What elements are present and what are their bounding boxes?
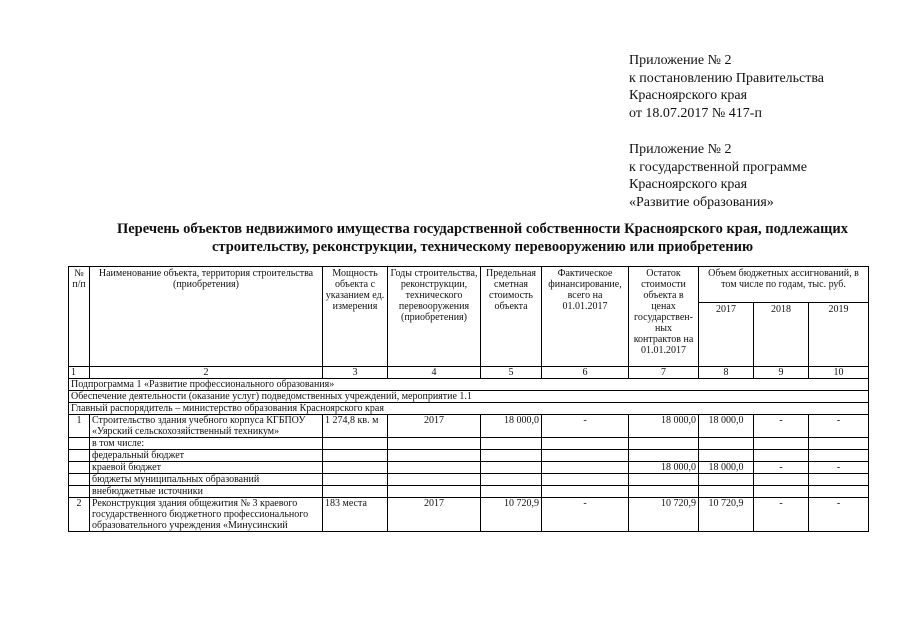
table-row [69, 450, 869, 462]
empty-cell [323, 438, 388, 450]
empty-cell [629, 450, 699, 462]
header-2018: 2018 [754, 303, 809, 367]
regional-2018: - [754, 462, 809, 474]
object-name: Строительство здания учебного корпуса КГБПОУ «Уярский сельскохозяйственный техникум» [90, 415, 323, 438]
empty-cell [809, 486, 869, 498]
empty-cell [69, 438, 90, 450]
header-remaining: Остаток стоимости объекта в ценах государствен-ных контрактов на 01.01.2017 [629, 267, 699, 367]
empty-cell [69, 450, 90, 462]
section-row [69, 379, 869, 391]
empty-cell [809, 450, 869, 462]
empty-cell [69, 474, 90, 486]
empty-cell [629, 474, 699, 486]
empty-cell [481, 474, 542, 486]
empty-cell [69, 486, 90, 498]
appendix-line: «Развитие образования» [629, 194, 774, 210]
empty-cell [542, 486, 629, 498]
empty-cell [699, 450, 754, 462]
object-num: 1 [69, 415, 90, 438]
appendix-line: к государственной программе [629, 159, 807, 175]
empty-cell [323, 450, 388, 462]
object-2019: - [809, 415, 869, 438]
title-line: Перечень объектов недвижимого имущества государственной собственности Красноярского края, подлежащих [116, 221, 849, 237]
empty-cell [323, 474, 388, 486]
empty-cell [754, 486, 809, 498]
empty-cell [809, 474, 869, 486]
empty-cell [481, 438, 542, 450]
appendix-header-program [629, 141, 807, 211]
table-row [69, 498, 869, 532]
col-number: 3 [323, 367, 388, 379]
empty-cell [542, 438, 629, 450]
appendix-line: Красноярского края [629, 177, 748, 192]
empty-cell [388, 450, 481, 462]
object-financed: - [542, 498, 629, 532]
empty-cell [699, 438, 754, 450]
empty-cell [323, 462, 388, 474]
empty-cell [542, 450, 629, 462]
header-name: Наименование объекта, территория строительства (приобретения) [90, 267, 323, 367]
title-line: строительству, реконструкции, техническому перевооружению или приобретению [211, 239, 754, 255]
header-row [69, 267, 869, 303]
col-number: 5 [481, 367, 542, 379]
empty-cell [754, 450, 809, 462]
column-numbers-row [69, 367, 869, 379]
breakdown-regional: краевой бюджет [90, 462, 323, 474]
subprogram-label: Подпрограмма 1 «Развитие профессионального образования» [69, 379, 869, 391]
empty-cell [699, 486, 754, 498]
object-estimate: 18 000,0 [481, 415, 542, 438]
regional-2017: 18 000,0 [699, 462, 754, 474]
regional-remaining: 18 000,0 [629, 462, 699, 474]
empty-cell [388, 438, 481, 450]
object-years: 2017 [388, 498, 481, 532]
breakdown-including: в том числе: [90, 438, 323, 450]
object-financed: - [542, 415, 629, 438]
object-capacity: 1 274,8 кв. м [323, 415, 388, 438]
header-years: Годы строительства, реконструкции, технического перевооружения (приобретения) [388, 267, 481, 367]
col-number: 4 [388, 367, 481, 379]
table-row [69, 486, 869, 498]
col-number: 7 [629, 367, 699, 379]
col-number: 8 [699, 367, 754, 379]
col-number: 6 [542, 367, 629, 379]
empty-cell [699, 474, 754, 486]
table-row [69, 462, 869, 474]
breakdown-offbudget: внебюджетные источники [90, 486, 323, 498]
manager-label: Главный распорядитель – министерство образования Красноярского края [69, 403, 869, 415]
breakdown-federal: федеральный бюджет [90, 450, 323, 462]
empty-cell [323, 486, 388, 498]
empty-cell [542, 474, 629, 486]
empty-cell [481, 450, 542, 462]
document-title [60, 220, 905, 256]
empty-cell [754, 474, 809, 486]
empty-cell [629, 486, 699, 498]
header-budget-group: Объем бюджетных ассигнований, в том числе по годам, тыс. руб. [699, 267, 869, 303]
appendix-line: от 18.07.2017 № 417-п [629, 105, 762, 121]
object-2017: 18 000,0 [699, 415, 754, 438]
header-num: № п/п [69, 267, 90, 367]
header-2017: 2017 [699, 303, 754, 367]
header-estimate: Предельная сметная стоимость объекта [481, 267, 542, 367]
header-capacity: Мощность объекта с указанием ед. измерения [323, 267, 388, 367]
table-row [69, 415, 869, 438]
activity-label: Обеспечение деятельности (оказание услуг) подведомственных учреждений, мероприятие 1.1 [69, 391, 869, 403]
appendix-line: к постановлению Правительства [629, 70, 825, 86]
col-number: 10 [809, 367, 869, 379]
regional-2019: - [809, 462, 869, 474]
empty-cell [542, 462, 629, 474]
object-capacity: 183 места [323, 498, 388, 532]
empty-cell [388, 474, 481, 486]
object-remaining: 10 720,9 [629, 498, 699, 532]
col-number: 9 [754, 367, 809, 379]
header-2019: 2019 [809, 303, 869, 367]
appendix-line: Красноярского края [629, 88, 748, 103]
header-financed: Фактическое финансирование, всего на 01.01.2017 [542, 267, 629, 367]
empty-cell [481, 486, 542, 498]
object-estimate: 10 720,9 [481, 498, 542, 532]
object-2018: - [754, 498, 809, 532]
section-row [69, 391, 869, 403]
table-row [69, 438, 869, 450]
object-remaining: 18 000,0 [629, 415, 699, 438]
breakdown-municipal: бюджеты муниципальных образований [90, 474, 323, 486]
col-number: 1 [69, 367, 90, 379]
object-name: Реконструкция здания общежития № 3 краевого государственного бюджетного профессионального образовательного учреждения «Минусинский [90, 498, 323, 532]
object-2019: - [809, 498, 869, 532]
appendix-line: Приложение № 2 [629, 53, 732, 68]
appendix-line: Приложение № 2 [629, 142, 732, 157]
empty-cell [69, 462, 90, 474]
objects-table [68, 266, 869, 532]
object-years: 2017 [388, 415, 481, 438]
object-num: 2 [69, 498, 90, 532]
table-row [69, 474, 869, 486]
empty-cell [481, 462, 542, 474]
empty-cell [809, 438, 869, 450]
empty-cell [754, 438, 809, 450]
object-2017: 10 720,9 [699, 498, 754, 532]
empty-cell [388, 486, 481, 498]
appendix-header-decree [629, 52, 824, 122]
empty-cell [629, 438, 699, 450]
col-number: 2 [90, 367, 323, 379]
object-2018: - [754, 415, 809, 438]
section-row [69, 403, 869, 415]
empty-cell [388, 462, 481, 474]
